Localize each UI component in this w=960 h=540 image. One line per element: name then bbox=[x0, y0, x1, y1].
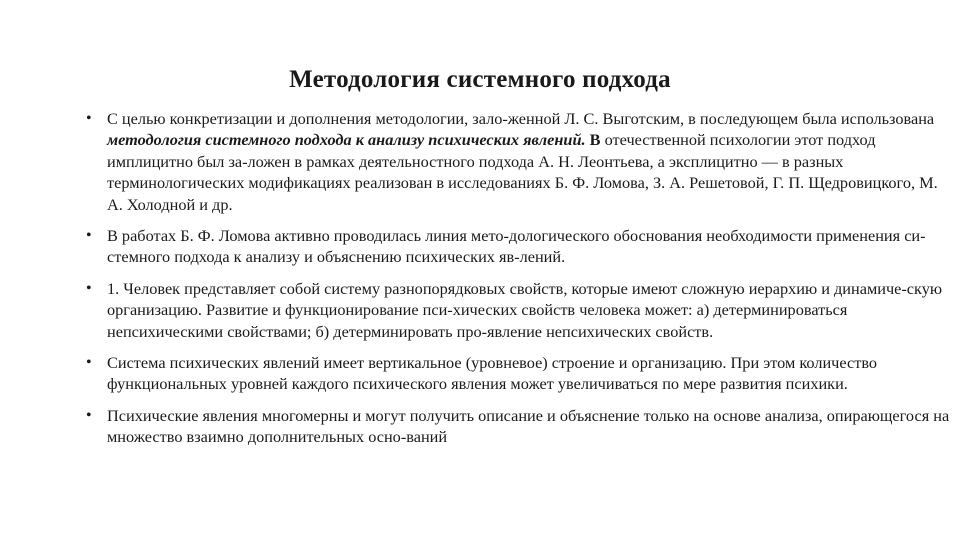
bullet-text-part: С целью конкретизации и дополнения методологии, зало-женной Л. С. Выготским, в последующем была использована bbox=[107, 109, 935, 128]
bullet-text-part: отечественной психологии этот подход имплицитно был за-ложен в рамках деятельностного подхода А. Н. Леонтьева, а эксплицитно — в разных терминологических модификациях реализован в исследованиях Б. Ф. Ломова, З. А. Решетовой, Г. П. Щедровицкого, М. А. Холодной и др. bbox=[107, 130, 938, 214]
bullet-icon: • bbox=[86, 279, 92, 297]
bullet-item bbox=[86, 352, 956, 395]
bullet-icon: • bbox=[86, 110, 92, 127]
bullet-strong: В bbox=[585, 130, 601, 150]
bullet-text: В работах Б. Ф. Ломова активно проводилась линия мето-дологического обоснования необходимости применения си-стемного подхода к анализу и объяснению психических яв-лений. bbox=[107, 226, 926, 267]
bullet-item bbox=[86, 405, 956, 448]
bullet-item bbox=[86, 225, 956, 268]
bullet-icon: • bbox=[86, 227, 92, 245]
bullet-text: Психические явления многомерны и могут получить описание и объяснение только на основе анализа, опирающегося на множество взаимно дополнительных осно-ваний bbox=[107, 405, 950, 447]
bullet-icon: • bbox=[86, 354, 92, 372]
bullet-item bbox=[86, 278, 956, 342]
bullet-text: 1. Человек представляет собой систему разнопорядковых свойств, которые имеют сложную иерархию и динамиче-скую организацию. Развитие и функционирование пси-хических свойств человека может: а) детерминироваться непсихическими свойствами; б) детерминировать про-явление непсихических свойств. bbox=[107, 278, 943, 341]
slide-title: Методология системного подхода bbox=[289, 66, 671, 93]
bullet-item bbox=[86, 108, 956, 215]
bullet-text: Система психических явлений имеет вертикальное (уровневое) строение и организацию. При этом количество функциональных уровней каждого психического явления может увеличиваться по мере развития психики. bbox=[107, 353, 878, 394]
bullet-icon: • bbox=[86, 406, 92, 424]
bullet-list bbox=[86, 108, 956, 458]
bullet-emphasis: методология системного подхода к анализу психических явлений. bbox=[107, 130, 586, 150]
bullet-text bbox=[107, 109, 938, 214]
